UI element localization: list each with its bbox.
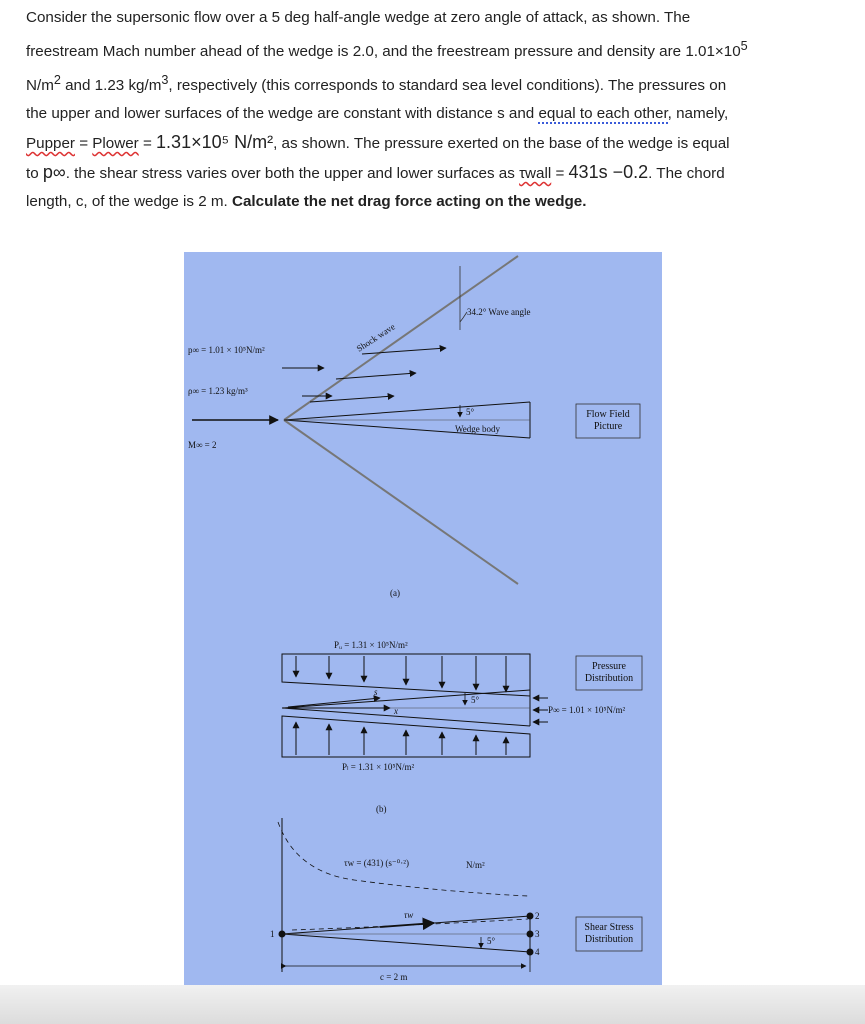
- flow-arrow: [310, 396, 394, 402]
- problem-line-3: $N/m^2$ and 1.23 $kg/m^3$, respectively (this corresponds to standard sea level conditions). The pressures on: [26, 73, 727, 95]
- mach-label: M∞ = 2: [188, 440, 217, 450]
- wedge-figure-svg: [184, 252, 662, 998]
- flow-field-box-line1: Flow Field: [586, 409, 630, 420]
- point-4: [527, 949, 534, 956]
- pressure-box-line1: Pressure: [592, 661, 626, 672]
- pu-label: Pᵤ = 1.31 × 10⁵N/m²: [334, 640, 408, 650]
- shock-wave-upper: [284, 256, 518, 420]
- wedge-lower-b: [282, 708, 530, 726]
- problem-statement: [26, 4, 822, 216]
- tau-equation: τw = (431) (s⁻⁰·²): [344, 858, 409, 868]
- flow-arrow: [362, 348, 446, 354]
- rho-inf-label: ρ∞ = 1.23 kg/m³: [188, 386, 248, 396]
- base-pressure-arrows: [533, 698, 548, 722]
- point-2-label: 2: [535, 911, 540, 921]
- half-angle-label-b: 5°: [471, 695, 480, 705]
- flow-field-box-line2: Picture: [593, 421, 623, 432]
- upper-pressure-arrows: [296, 656, 506, 692]
- problem-line-4: the upper and lower surfaces of the wedge are constant with distance s and equal to each other, namely,: [26, 105, 729, 123]
- problem-line-7: length, c, of the wedge is 2 m. Calculate the net drag force acting on the wedge.: [26, 193, 587, 211]
- shear-arrow: [380, 923, 434, 927]
- tau-unit: N/m²: [466, 860, 485, 870]
- wave-angle-label: 34.2° Wave angle: [467, 307, 531, 317]
- point-1: [279, 931, 286, 938]
- p-inf-label: p∞ = 1.01 × 10⁵N/m²: [188, 345, 265, 355]
- wedge-upper-surface: [284, 402, 530, 420]
- wedge-body-label: Wedge body: [455, 424, 501, 434]
- wedge-upper-b: [282, 690, 530, 708]
- problem-line-5: Pupper = Plower = 1.31×10⁵ N/m², as shown. The pressure exerted on the base of the wedge is equal: [26, 132, 730, 153]
- point-2: [527, 913, 534, 920]
- bottom-bar: [0, 985, 865, 1024]
- panel-a: [188, 256, 640, 598]
- wedge-figure: [184, 252, 662, 998]
- shear-box-line1: Shear Stress: [584, 922, 634, 933]
- point-3-label: 3: [535, 929, 540, 939]
- panel-c: [270, 818, 642, 982]
- p-upper-symbol: Pupper: [26, 135, 75, 153]
- point-1-label: 1: [270, 929, 275, 939]
- s-label: s: [374, 687, 378, 697]
- chord-label: c = 2 m: [380, 972, 408, 982]
- pl-label: Pₗ = 1.31 × 10⁵N/m²: [342, 762, 415, 772]
- half-angle-label: 5°: [466, 407, 475, 417]
- wave-angle-arc: [460, 312, 467, 322]
- caption-b: (b): [376, 804, 387, 814]
- shock-wave-label: Shock wave: [354, 321, 397, 354]
- shear-box-line2: Distribution: [584, 934, 634, 945]
- panel-b: [282, 640, 642, 814]
- pressure-box-line2: Distribution: [584, 673, 634, 684]
- tau-label: τw: [404, 910, 414, 920]
- shock-wave-lower: [284, 420, 518, 584]
- base-pressure-label: P∞ = 1.01 × 10⁵N/m²: [548, 705, 626, 715]
- s-arrow: [288, 698, 380, 707]
- tau-wall-symbol: τwall: [519, 165, 552, 183]
- problem-line-1: Consider the supersonic flow over a 5 deg half-angle wedge at zero angle of attack, as shown. The: [26, 9, 691, 26]
- half-angle-label-c: 5°: [487, 936, 496, 946]
- caption-a: (a): [390, 588, 400, 598]
- lower-pressure-arrows: [296, 722, 506, 755]
- problem-line-6: to p∞. the shear stress varies over both the upper and lower surfaces as τwall = 431s −0.2. The chord: [26, 162, 725, 183]
- p-lower-symbol: Plower: [92, 135, 139, 153]
- point-3: [527, 931, 534, 938]
- point-4-label: 4: [535, 947, 540, 957]
- problem-line-2: freestream Mach number ahead of the wedge is 2.0, and the freestream pressure and density are $1.01\times 10^5$: [26, 39, 748, 61]
- x-label: x: [394, 706, 398, 716]
